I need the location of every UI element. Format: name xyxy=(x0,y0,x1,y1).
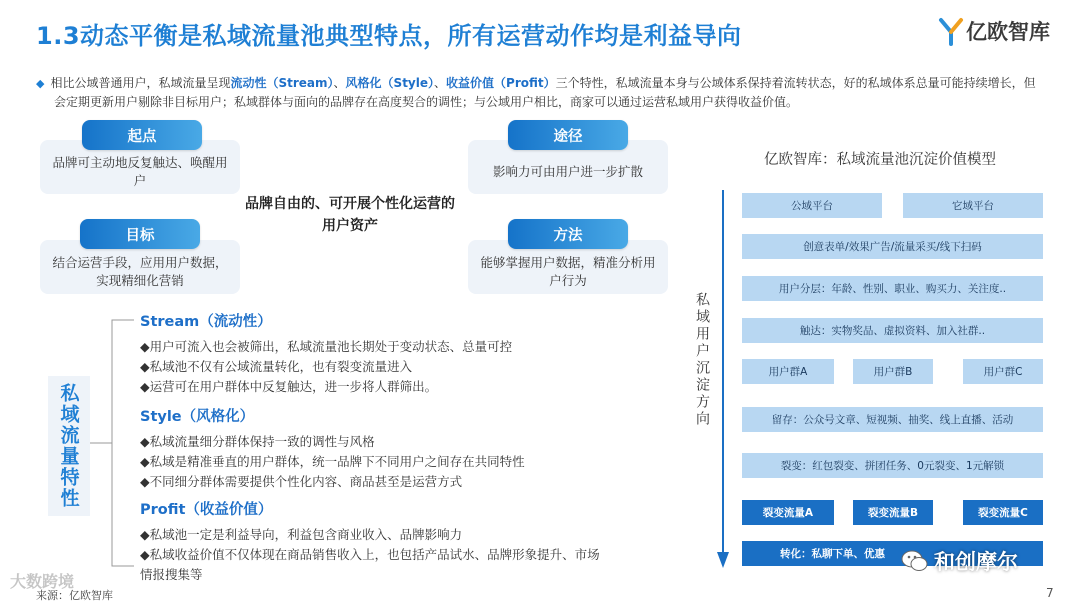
stream-item: ◆运营可在用户群体中反复触达，进一步将人群筛出。 xyxy=(140,379,438,394)
style-heading: Style（风格化） xyxy=(140,409,255,425)
watermark-left: 大数跨境 xyxy=(10,572,75,591)
style-item: ◆不同细分群体需要提供个性化内容、商品甚至是运营方式 xyxy=(140,474,463,489)
intro-text: 相比公域普通用户，私域流量呈现 xyxy=(50,76,231,90)
retention-box: 留存：公众号文章、短视频、抽奖、线上直播、活动 xyxy=(742,407,1043,432)
goal-pill: 目标 xyxy=(80,219,200,249)
profit-item: ◆私域收益价值不仅体现在商品销售收入上，也包括产品试水、品牌形象提升、市场 xyxy=(140,547,600,562)
model-title: 亿欧智库：私域流量池沉淀价值模型 xyxy=(764,152,996,168)
public-platform-box: 公域平台 xyxy=(742,193,882,218)
logo-text: 亿欧智库 xyxy=(966,20,1050,44)
stream-item: ◆私域池不仅有公域流量转化，也有裂变流量进入 xyxy=(140,359,413,374)
stream-heading: Stream（流动性） xyxy=(140,314,272,330)
user-group-a-box: 用户群A xyxy=(742,359,834,384)
bullet-diamond-icon: ◆ xyxy=(36,77,45,90)
goal-text: 结合运营手段，应用用户数据，实现精细化营销 xyxy=(52,255,228,288)
center-statement: 品牌自由的、可开展个性化运营的用户资产 xyxy=(245,196,455,234)
path-pill: 途径 xyxy=(508,120,628,150)
watermark-text: 和创摩尔 xyxy=(934,550,1018,574)
fission-flow-c-box: 裂变流量C xyxy=(963,500,1043,525)
acquisition-box: 创意表单/效果广告/流量采买/线下扫码 xyxy=(742,234,1043,259)
highlight-profit: 收益价值（Profit） xyxy=(446,76,556,90)
brand-logo xyxy=(938,16,1050,46)
path-text: 影响力可由用户进一步扩散 xyxy=(492,164,643,179)
wechat-icon xyxy=(900,546,930,576)
highlight-style: 风格化（Style） xyxy=(345,76,435,90)
feature-label-box xyxy=(48,376,90,516)
stream-item: ◆用户可流入也会被筛出，私域流量池长期处于变动状态、总量可控 xyxy=(140,339,513,354)
profit-item: ◆私域池一定是利益导向，利益包含商业收入、品牌影响力 xyxy=(140,527,463,542)
user-group-b-box: 用户群B xyxy=(853,359,933,384)
conversion-text: 转化：私聊下单、优惠 xyxy=(780,548,885,560)
start-text: 品牌可主动地反复触达、唤醒用户 xyxy=(52,155,228,188)
method-text: 能够掌握用户数据，精准分析用户行为 xyxy=(480,255,656,288)
intro-paragraph xyxy=(36,74,1046,111)
direction-arrow-icon xyxy=(716,190,730,570)
profit-heading: Profit（收益价值） xyxy=(140,502,273,518)
watermark-right xyxy=(900,546,1018,576)
profit-item: 情报搜集等 xyxy=(140,567,203,582)
intro-text: 三个特性，私域流量本身与公域体系保持着流转状态，好的私域体系总量可能持续增长，但会定期更新用户剔除非目标用户；私域群体与面向的品牌存在高度契合的调性；与公域用户相比，商家可以通过运营私域用户获得收益价值。 xyxy=(54,76,1036,109)
page-number: 7 xyxy=(1046,586,1054,600)
fission-box: 裂变：红包裂变、拼团任务、0元裂变、1元解锁 xyxy=(742,453,1043,478)
other-platform-box: 它域平台 xyxy=(903,193,1043,218)
highlight-stream: 流动性（Stream） xyxy=(230,76,334,90)
feature-label: 私域流量特性 xyxy=(57,383,80,509)
user-group-c-box: 用户群C xyxy=(963,359,1043,384)
page-title: 1.3动态平衡是私域流量池典型特点，所有运营动作均是利益导向 xyxy=(36,22,742,50)
start-pill: 起点 xyxy=(82,120,202,150)
fission-flow-a-box: 裂变流量A xyxy=(742,500,834,525)
reach-box: 触达：实物奖品、虚拟资料、加入社群.. xyxy=(742,318,1043,343)
logo-icon xyxy=(938,16,964,46)
source-note: 来源：亿欧智库 xyxy=(36,589,113,602)
direction-label: 私域用户沉淀方向 xyxy=(694,292,710,428)
fission-flow-b-box: 裂变流量B xyxy=(853,500,933,525)
intro-sep: 、 xyxy=(333,76,346,90)
layering-box: 用户分层：年龄、性别、职业、购买力、关注度.. xyxy=(742,276,1043,301)
style-item: ◆私域是精准垂直的用户群体，统一品牌下不同用户之间存在共同特性 xyxy=(140,454,525,469)
bracket-connector xyxy=(90,318,136,568)
method-pill: 方法 xyxy=(508,219,628,249)
style-item: ◆私域流量细分群体保持一致的调性与风格 xyxy=(140,434,375,449)
intro-sep: 、 xyxy=(434,76,447,90)
